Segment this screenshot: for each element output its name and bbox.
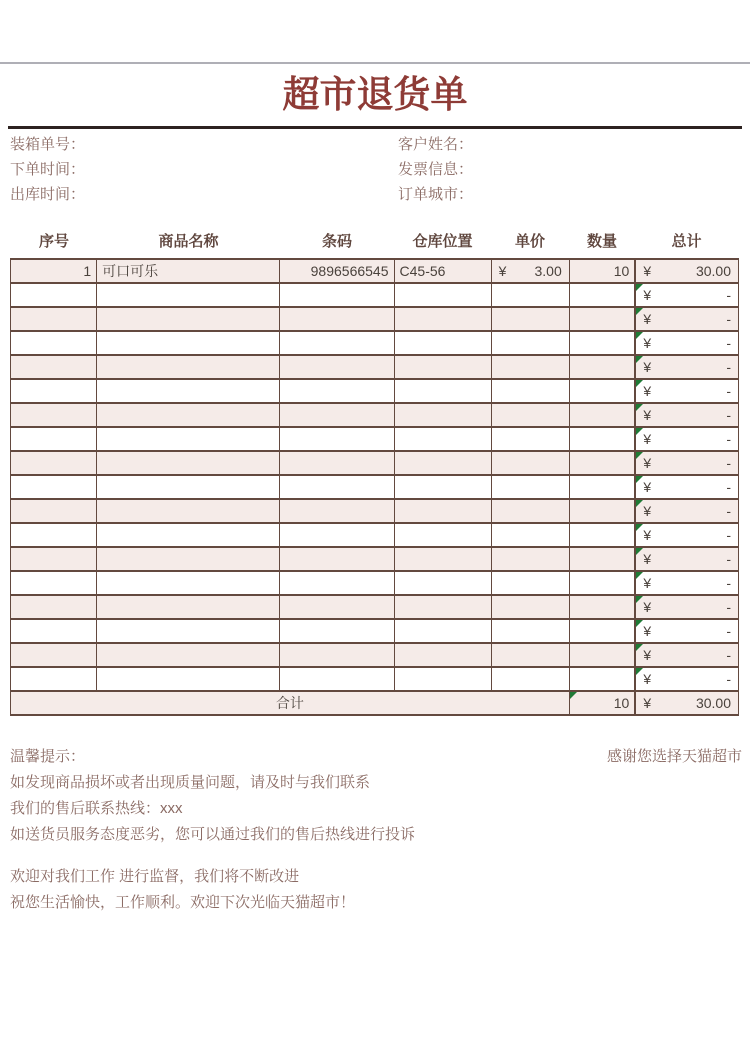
col-header-no: 序号 [38, 233, 69, 250]
cell-product-name[interactable] [97, 595, 280, 619]
table-column-headers [11, 230, 738, 254]
cell-location[interactable] [394, 571, 491, 595]
table-row-empty [11, 499, 739, 523]
total-value: - [726, 671, 731, 687]
cell-location[interactable] [394, 643, 491, 667]
total-symbol: ¥ [643, 455, 652, 471]
cell-qty[interactable] [569, 283, 635, 307]
table-row-empty [11, 355, 739, 379]
cell-unit-price[interactable] [491, 595, 569, 619]
total-value: - [726, 575, 731, 591]
col-header-total: 总计 [671, 233, 702, 250]
cell-qty[interactable] [569, 523, 635, 547]
cell-unit-price[interactable] [491, 283, 569, 307]
field-packing-no-label: 装箱单号： [10, 136, 86, 153]
cell-unit-price[interactable] [491, 403, 569, 427]
cell-barcode[interactable] [280, 547, 394, 571]
cell-total[interactable] [635, 643, 738, 667]
cell-unit-price[interactable] [491, 643, 569, 667]
total-value: - [726, 359, 731, 375]
total-symbol: ¥ [643, 527, 652, 543]
thanks-text: 感谢您选择天猫超市 [606, 748, 742, 765]
cell-location[interactable] [394, 307, 491, 331]
cell-barcode[interactable] [280, 595, 394, 619]
summary-total-cell[interactable] [635, 691, 738, 715]
total-symbol: ¥ [643, 311, 652, 327]
cell-qty[interactable] [569, 379, 635, 403]
cell-location[interactable] [394, 403, 491, 427]
cell-unit-price[interactable] [491, 619, 569, 643]
cell-location[interactable]: C45-56 [394, 259, 491, 283]
cell-no[interactable] [11, 307, 97, 331]
field-invoice-info-label: 发票信息： [398, 161, 474, 178]
cell-total[interactable] [635, 379, 738, 403]
cell-no[interactable] [11, 667, 97, 691]
cell-location[interactable] [394, 547, 491, 571]
cell-location[interactable] [394, 595, 491, 619]
note-line-wishes: 祝您生活愉快，工作顺利。欢迎下次光临天猫超市！ [10, 894, 356, 911]
table-row-empty [11, 595, 739, 619]
cell-qty[interactable] [569, 499, 635, 523]
cell-product-name[interactable] [97, 643, 280, 667]
cell-barcode[interactable] [280, 667, 394, 691]
total-symbol: ¥ [643, 359, 652, 375]
cell-barcode[interactable] [280, 451, 394, 475]
total-symbol: ¥ [643, 335, 652, 351]
cell-no[interactable] [11, 427, 97, 451]
unit-price-value: 3.00 [534, 263, 562, 279]
table-row-empty [11, 403, 739, 427]
cell-unit-price[interactable] [491, 667, 569, 691]
cell-unit-price[interactable] [491, 331, 569, 355]
total-symbol: ¥ [643, 623, 652, 639]
cell-no[interactable] [11, 643, 97, 667]
cell-location[interactable] [394, 283, 491, 307]
note-line-damage: 如发现商品损坏或者出现质量问题，请及时与我们联系 [10, 774, 371, 791]
cell-total[interactable] [635, 283, 738, 307]
cell-barcode[interactable] [280, 523, 394, 547]
cell-product-name[interactable] [97, 283, 280, 307]
total-value: - [726, 407, 731, 423]
cell-total[interactable] [635, 331, 738, 355]
cell-no[interactable] [11, 475, 97, 499]
cell-barcode[interactable] [280, 331, 394, 355]
cell-location[interactable] [394, 475, 491, 499]
total-symbol: ¥ [643, 263, 652, 279]
col-header-unit-price: 单价 [514, 233, 545, 250]
cell-no[interactable]: 1 [11, 259, 97, 283]
cell-no[interactable] [11, 619, 97, 643]
total-value: - [726, 479, 731, 495]
cell-barcode[interactable] [280, 307, 394, 331]
page-title: 超市退货单 [282, 74, 468, 115]
field-customer-name-label: 客户姓名： [398, 136, 474, 153]
total-value: - [726, 503, 731, 519]
table-row-empty [11, 475, 739, 499]
title-underline [8, 126, 742, 129]
total-value: - [726, 311, 731, 327]
cell-unit-price[interactable] [491, 259, 569, 283]
col-header-location: 仓库位置 [412, 233, 473, 250]
table-row-empty [11, 379, 739, 403]
summary-total-value: 30.00 [695, 695, 731, 711]
cell-no[interactable] [11, 595, 97, 619]
unit-price-symbol: ¥ [498, 263, 507, 279]
total-value: - [726, 551, 731, 567]
summary-qty-cell[interactable]: 10 [569, 691, 635, 715]
cell-barcode[interactable]: 9896566545 [280, 259, 394, 283]
cell-barcode[interactable] [280, 427, 394, 451]
header-fields-left [10, 132, 85, 207]
cell-product-name[interactable]: 可口可乐 [97, 259, 280, 283]
cell-no[interactable] [11, 331, 97, 355]
total-symbol: ¥ [643, 407, 652, 423]
total-symbol: ¥ [643, 647, 652, 663]
table-row [11, 259, 739, 283]
total-symbol: ¥ [643, 503, 652, 519]
table-row-empty [11, 547, 739, 571]
table-row-empty [11, 427, 739, 451]
total-symbol: ¥ [643, 671, 652, 687]
cell-no[interactable] [11, 547, 97, 571]
summary-label-cell[interactable]: 合计 [11, 691, 570, 715]
cell-qty[interactable] [569, 427, 635, 451]
cell-product-name[interactable] [97, 307, 280, 331]
table-body [11, 259, 739, 715]
cell-location[interactable] [394, 499, 491, 523]
cell-qty[interactable] [569, 331, 635, 355]
cell-unit-price[interactable] [491, 427, 569, 451]
total-value: 30.00 [695, 263, 731, 279]
table-row-empty [11, 523, 739, 547]
cell-location[interactable] [394, 451, 491, 475]
cell-product-name[interactable] [97, 403, 280, 427]
col-header-qty: 数量 [586, 233, 617, 250]
cell-unit-price[interactable] [491, 355, 569, 379]
col-header-barcode: 条码 [321, 233, 352, 250]
total-value: - [726, 431, 731, 447]
cell-product-name[interactable] [97, 331, 280, 355]
cell-qty[interactable] [569, 667, 635, 691]
total-value: - [726, 647, 731, 663]
footer-notes [10, 744, 742, 916]
cell-total[interactable] [635, 547, 738, 571]
cell-total[interactable] [635, 427, 738, 451]
cell-qty[interactable]: 10 [569, 259, 635, 283]
cell-product-name[interactable] [97, 355, 280, 379]
total-value: - [726, 527, 731, 543]
cell-unit-price[interactable] [491, 547, 569, 571]
cell-no[interactable] [11, 523, 97, 547]
total-symbol: ¥ [643, 479, 652, 495]
total-symbol: ¥ [643, 575, 652, 591]
cell-barcode[interactable] [280, 403, 394, 427]
total-value: - [726, 383, 731, 399]
cell-total[interactable] [635, 595, 738, 619]
total-value: - [726, 599, 731, 615]
cell-product-name[interactable] [97, 427, 280, 451]
table-row-empty [11, 619, 739, 643]
cell-unit-price[interactable] [491, 499, 569, 523]
cell-location[interactable] [394, 427, 491, 451]
cell-barcode[interactable] [280, 499, 394, 523]
cell-no[interactable] [11, 451, 97, 475]
total-symbol: ¥ [643, 287, 652, 303]
cell-product-name[interactable] [97, 667, 280, 691]
total-symbol: ¥ [643, 431, 652, 447]
cell-no[interactable] [11, 379, 97, 403]
cell-barcode[interactable] [280, 379, 394, 403]
cell-barcode[interactable] [280, 619, 394, 643]
cell-product-name[interactable] [97, 475, 280, 499]
table-row-empty [11, 667, 739, 691]
cell-product-name[interactable] [97, 571, 280, 595]
total-value: - [726, 455, 731, 471]
cell-total[interactable] [635, 355, 738, 379]
tips-title: 温馨提示： [10, 748, 86, 765]
cell-location[interactable] [394, 331, 491, 355]
cell-total[interactable] [635, 475, 738, 499]
table-row-empty [11, 643, 739, 667]
table-row-empty [11, 307, 739, 331]
cell-unit-price[interactable] [491, 307, 569, 331]
total-value: - [726, 623, 731, 639]
cell-total[interactable] [635, 403, 738, 427]
cell-location[interactable] [394, 379, 491, 403]
total-symbol: ¥ [643, 383, 652, 399]
total-value: - [726, 335, 731, 351]
cell-total[interactable] [635, 619, 738, 643]
table-row-empty [11, 571, 739, 595]
cell-location[interactable] [394, 523, 491, 547]
field-order-city-label: 订单城市： [398, 186, 474, 203]
cell-product-name[interactable] [97, 499, 280, 523]
cell-qty[interactable] [569, 547, 635, 571]
cell-total[interactable] [635, 307, 738, 331]
top-divider [0, 62, 750, 64]
cell-qty[interactable] [569, 355, 635, 379]
total-symbol: ¥ [643, 599, 652, 615]
cell-product-name[interactable] [97, 379, 280, 403]
cell-barcode[interactable] [280, 475, 394, 499]
cell-unit-price[interactable] [491, 523, 569, 547]
cell-qty[interactable] [569, 571, 635, 595]
total-symbol: ¥ [643, 551, 652, 567]
cell-product-name[interactable] [97, 451, 280, 475]
cell-no[interactable] [11, 283, 97, 307]
cell-barcode[interactable] [280, 355, 394, 379]
note-line-complaint: 如送货员服务态度恶劣，您可以通过我们的售后热线进行投诉 [10, 826, 416, 843]
col-header-product-name: 商品名称 [158, 233, 219, 250]
note-line-supervision: 欢迎对我们工作 进行监督，我们将不断改进 [10, 868, 300, 885]
cell-no[interactable] [11, 403, 97, 427]
cell-qty[interactable] [569, 451, 635, 475]
field-outbound-time-label: 出库时间： [10, 186, 86, 203]
cell-unit-price[interactable] [491, 571, 569, 595]
table-row-empty [11, 451, 739, 475]
cell-qty[interactable] [569, 475, 635, 499]
cell-unit-price[interactable] [491, 451, 569, 475]
cell-location[interactable] [394, 355, 491, 379]
total-value: - [726, 287, 731, 303]
cell-unit-price[interactable] [491, 475, 569, 499]
cell-product-name[interactable] [97, 523, 280, 547]
cell-total[interactable] [635, 523, 738, 547]
cell-total[interactable] [635, 451, 738, 475]
table-row-empty [11, 283, 739, 307]
cell-no[interactable] [11, 355, 97, 379]
cell-qty[interactable] [569, 595, 635, 619]
note-line-hotline: 我们的售后联系热线：xxx [10, 800, 183, 817]
cell-unit-price[interactable] [491, 379, 569, 403]
cell-qty[interactable] [569, 643, 635, 667]
cell-product-name[interactable] [97, 619, 280, 643]
cell-total[interactable] [635, 571, 738, 595]
summary-total-symbol: ¥ [643, 695, 652, 711]
field-order-time-label: 下单时间： [10, 161, 86, 178]
cell-total[interactable] [635, 259, 738, 283]
table-row-empty [11, 331, 739, 355]
cell-location[interactable] [394, 619, 491, 643]
cell-location[interactable] [394, 667, 491, 691]
cell-qty[interactable] [569, 619, 635, 643]
cell-qty[interactable] [569, 403, 635, 427]
cell-barcode[interactable] [280, 571, 394, 595]
cell-total[interactable] [635, 667, 738, 691]
cell-no[interactable] [11, 499, 97, 523]
cell-no[interactable] [11, 571, 97, 595]
header-fields-right [398, 132, 473, 207]
cell-barcode[interactable] [280, 283, 394, 307]
cell-barcode[interactable] [280, 643, 394, 667]
cell-total[interactable] [635, 499, 738, 523]
return-items-table [10, 258, 739, 716]
cell-qty[interactable] [569, 307, 635, 331]
table-summary-row [11, 691, 739, 715]
cell-product-name[interactable] [97, 547, 280, 571]
